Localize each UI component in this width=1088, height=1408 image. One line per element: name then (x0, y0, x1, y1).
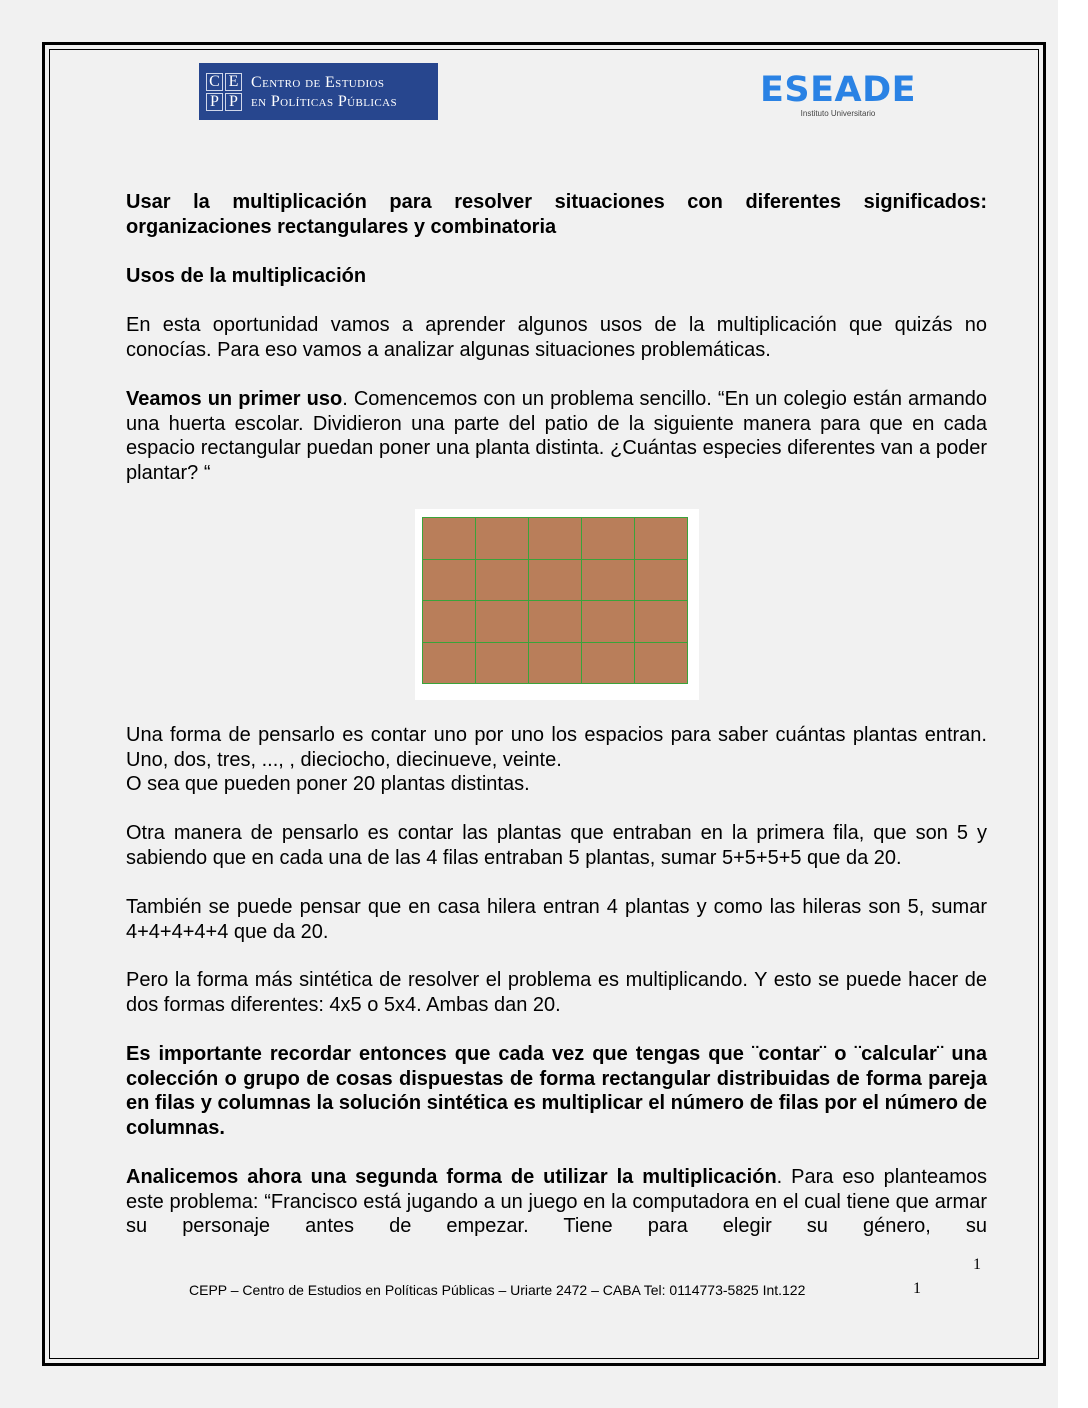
garden-cell (529, 643, 582, 685)
garden-cell (635, 601, 688, 643)
page-border-inner (49, 49, 1039, 1359)
synthetic-block (126, 968, 987, 1017)
columns-block (126, 895, 987, 944)
important-paragraph: Es importante recordar entonces que cada vez que tengas que ¨contar¨ o ¨calcular¨ una colección o grupo de cosas dispuestas de forma rectangular distribuidas de forma pareja en filas y columnas la solución sintética es multiplicar el número de filas por el número de columnas. (126, 1043, 987, 1139)
esade-logo-subtitle: Instituto Universitario (800, 109, 876, 118)
section-heading-block (126, 264, 987, 289)
cepp-logo-line1: Centro de Estudios (251, 73, 385, 91)
garden-cell (423, 560, 476, 602)
garden-cell (476, 643, 529, 685)
first-use-lead: Veamos un primer uso (126, 388, 343, 410)
footer-page-number: 1 (913, 1280, 921, 1297)
garden-cell (529, 518, 582, 560)
second-use-lead: Analicemos ahora una segunda forma de utilizar la multiplicación (126, 1166, 777, 1188)
by-columns-paragraph: También se puede pensar que en casa hilera entran 4 plantas y como las hileras son 5, sumar 4+4+4+4+4 que da 20. (126, 896, 987, 943)
garden-cell (476, 601, 529, 643)
garden-cell (635, 560, 688, 602)
important-block (126, 1042, 987, 1140)
by-rows-paragraph: Otra manera de pensarlo es contar las plantas que entraban en la primera fila, que son 5 y sabiendo que en cada una de las 4 filas entraban 5 plantas, sumar 5+5+5+5 que da 20. (126, 822, 987, 869)
garden-cell (476, 560, 529, 602)
garden-cell (582, 643, 635, 685)
cepp-letter: E (225, 73, 242, 91)
cepp-logo-line2: en Políticas Públicas (251, 92, 398, 110)
page-number: 1 (973, 1256, 981, 1273)
garden-cell (423, 518, 476, 560)
cepp-logo (199, 63, 438, 120)
garden-cell (582, 601, 635, 643)
synthetic-paragraph: Pero la forma más sintética de resolver el problema es multiplicando. Y esto se puede hacer de dos formas diferentes: 4x5 o 5x4. Ambas dan 20. (126, 969, 987, 1016)
second-use-text: . Para eso planteamos este problema: “Francisco está jugando a un juego en la computadora en el cual tiene que armar su personaje antes de empezar. Tiene para elegir su género, su (126, 1166, 987, 1238)
count-result-line: O sea que pueden poner 20 plantas distintas. (126, 773, 530, 796)
garden-cell (635, 518, 688, 560)
garden-grid (422, 517, 688, 684)
garden-cell (423, 601, 476, 643)
first-use-block (126, 387, 987, 485)
esade-logo-name: ESEADE (759, 70, 917, 110)
first-use-paragraph (126, 387, 987, 485)
document-title: Usar la multiplicación para resolver situaciones con diferentes significados: organizaciones rectangulares y combinatoria (126, 191, 987, 238)
garden-cell (529, 601, 582, 643)
garden-cell (582, 518, 635, 560)
section-heading: Usos de la multiplicación (126, 265, 367, 287)
cepp-logo-text (251, 73, 397, 111)
first-use-text: . Comencemos con un problema sencillo. “En un colegio están armando una huerta escolar. Dividieron una parte del patio de la siguiente manera para que en cada espacio rectangular puedan poner una planta distinta. ¿Cuántas especies diferentes van a poder plantar? “ (126, 388, 987, 484)
count-block (126, 723, 987, 797)
esade-logo (758, 70, 918, 122)
second-use-block (126, 1165, 987, 1239)
page-edge (1058, 0, 1088, 1408)
cepp-letter: P (225, 93, 242, 111)
rows-block (126, 821, 987, 870)
count-one-by-one-paragraph: Una forma de pensarlo es contar uno por uno los espacios para saber cuántas plantas entran. Uno, dos, tres, ..., , dieciocho, diecinueve, veinte. (126, 724, 987, 771)
cepp-letter: C (206, 73, 223, 91)
garden-cell (423, 643, 476, 685)
garden-cell (529, 560, 582, 602)
document-title-block (126, 190, 987, 239)
second-use-paragraph (126, 1165, 987, 1239)
cepp-letter: P (206, 93, 223, 111)
garden-cell (582, 560, 635, 602)
garden-cell (635, 643, 688, 685)
intro-paragraph: En esta oportunidad vamos a aprender algunos usos de la multiplicación que quizás no conocías. Para eso vamos a analizar algunas situaciones problemáticas. (126, 314, 987, 361)
cepp-monogram (206, 73, 242, 111)
intro-block (126, 313, 987, 362)
page-footer: CEPP – Centro de Estudios en Políticas Públicas – Uriarte 2472 – CABA Tel: 0114773-5825 Int.122 (189, 1282, 806, 1298)
garden-cell (476, 518, 529, 560)
garden-grid-figure (415, 509, 699, 700)
